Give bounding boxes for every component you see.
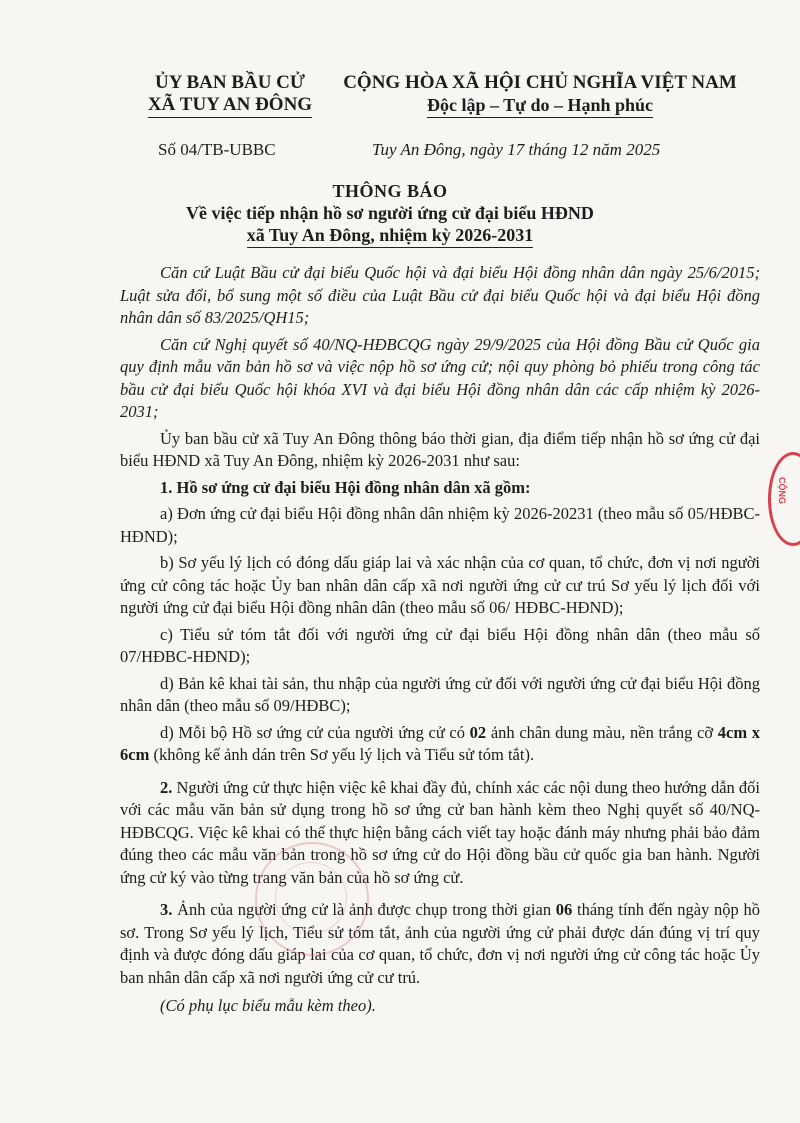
national-header: [330, 72, 750, 118]
issuing-organization: [140, 72, 320, 118]
title-subject-line2: xã Tuy An Đông, nhiệm kỳ 2026-2031: [247, 224, 534, 248]
item-d2: d) Mỗi bộ Hồ sơ ứng cử của người ứng cử có 02 ảnh chân dung màu, nền trắng cỡ 4cm x 6cm (không kể ảnh dán trên Sơ yếu lý lịch và Tiểu sử tóm tắt).: [120, 722, 760, 764]
org-name-line1: ỦY BAN BẦU CỬ: [154, 72, 306, 93]
intro-paragraph: Ủy ban bầu cử xã Tuy An Đông thông báo thời gian, địa điểm tiếp nhận hồ sơ ứng cử đại biểu HĐND xã Tuy An Đông, nhiệm kỳ 2026-2031 như sau:: [120, 428, 760, 470]
legal-basis-2: Căn cứ Nghị quyết số 40/NQ-HĐBCQG ngày 29/9/2025 của Hội đồng Bầu cử Quốc gia quy định mẫu văn bản hồ sơ và việc nộp hồ sơ ứng cử; nội quy phòng bỏ phiếu trong công tác bầu cử đại biểu Quốc hội khóa XVI và đại biểu Hội đồng nhân dân các cấp nhiệm kỳ 2026-2031;: [120, 334, 760, 421]
document-number: Số 04/TB-UBBC: [158, 140, 276, 159]
item-d1: d) Bản kê khai tài sản, thu nhập của người ứng cử đối với người ứng cử đại biểu Hội đồng nhân dân (theo mẫu số 09/HĐBC);: [120, 673, 760, 715]
document-title: [100, 180, 680, 248]
section-3: 3. Ảnh của người ứng cử là ảnh được chụp trong thời gian 06 tháng tính đến ngày nộp hồ sơ. Trong Sơ yếu lý lịch, Tiểu sử tóm tắt, ảnh của người ứng cử phải được dán đúng vị trí quy định và được đóng dấu giáp lai của cơ quan, tổ chức, đơn vị nơi người ứng cử công tác hoặc Ủy ban nhân dân cấp xã nơi người ứng cử cư trú.: [120, 900, 760, 987]
document-date: Tuy An Đông, ngày 17 tháng 12 năm 2025: [372, 140, 661, 159]
legal-basis-1: Căn cứ Luật Bầu cử đại biểu Quốc hội và đại biểu Hội đồng nhân dân ngày 25/6/2015; Luật sửa đổi, bổ sung một số điều của Luật Bầu cử đại biểu Quốc hội và đại biểu Hội đồng nhân dân số 83/2025/QH15;: [120, 263, 760, 327]
org-name-line2: XÃ TUY AN ĐÔNG: [148, 94, 312, 118]
document-body: [120, 262, 760, 1022]
title-heading: THÔNG BÁO: [332, 181, 448, 201]
faint-seal-impression: [255, 842, 369, 956]
nation-name: CỘNG HÒA XÃ HỘI CHỦ NGHĨA VIỆT NAM: [343, 72, 737, 93]
section-2: 2. Người ứng cử thực hiện việc kê khai đầy đủ, chính xác các nội dung theo hướng dẫn đối với các mẫu văn bản sử dụng trong hồ sơ ứng cử ban hành kèm theo Nghị quyết số 40/NQ-HĐBCQG. Việc kê khai có thể thực hiện bằng cách viết tay hoặc đánh máy nhưng phải bảo đảm đúng theo các mẫu văn bản trong hồ sơ ứng cử do Hội đồng bầu cử quốc gia ban hành. Người ứng cử ký vào từng trang văn bản của hồ sơ ứng cử.: [120, 777, 760, 887]
closing-note: (Có phụ lục biểu mẫu kèm theo).: [160, 996, 376, 1015]
item-a: a) Đơn ứng cử đại biểu Hội đồng nhân dân nhiệm kỳ 2026-20231 (theo mẫu số 05/HĐBC-HĐND);: [120, 504, 760, 546]
section-1-heading: 1. Hồ sơ ứng cử đại biểu Hội đồng nhân dân xã gồm:: [160, 477, 531, 497]
item-c: c) Tiểu sử tóm tắt đối với người ứng cử đại biểu Hội đồng nhân dân (theo mẫu số 07/HĐBC-HĐND);: [120, 624, 760, 666]
national-motto: Độc lập – Tự do – Hạnh phúc: [427, 94, 653, 118]
official-seal-edge: CỘNG: [768, 452, 800, 546]
title-subject-line1: Về việc tiếp nhận hồ sơ người ứng cử đại biểu HĐND: [186, 203, 594, 223]
item-b: b) Sơ yếu lý lịch có đóng dấu giáp lai và xác nhận của cơ quan, tổ chức, đơn vị nơi người ứng cử công tác hoặc Ủy ban nhân dân cấp xã nơi người ứng cử cư trú Sơ yếu lý lịch đối với người ứng cử đại biểu Hội đồng nhân dân (theo mẫu số 06/ HĐBC-HĐND);: [120, 553, 760, 617]
